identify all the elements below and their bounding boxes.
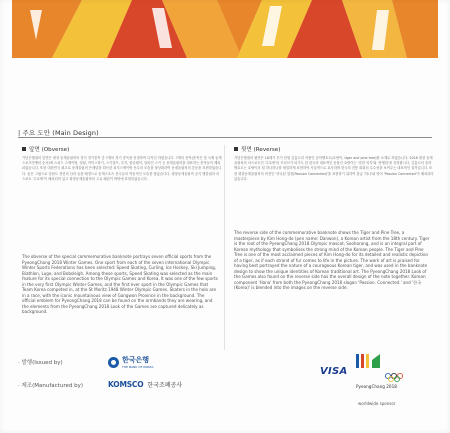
- komsco-logo: [108, 380, 182, 389]
- reverse-heading: [234, 145, 434, 153]
- obverse-heading: [22, 145, 222, 153]
- manufactured-by-row: [18, 380, 182, 389]
- bank-of-korea-name-en: THE BANK OF KOREA: [122, 365, 154, 369]
- reverse-korean-text: 기념은행권의 뒷면은 18세기 후기 단원 김홍도의 작품인 송하맹호도(호랑이, tiger and pine tree)를 소재로 하였습니다. 2018 평창 동계올림픽의 마스코트인 '수호랑'의 모티브가 되기도 한 한국의 대표적인 동물인 호랑이는 '강한 의지'와 '용맹함'을 상징합니다. 김홍도의 송하맹호도는 호랑이의 털 하나하나를 세밀하게 표현하여 사실적으로 묘사하며 한국의 전통 회화의 우수성을 보여주는 대표적인 걸작입니다. 또한 평창동계올림픽의 비전인 '하나된 열정(Passion Connected)'을 표현하기 위하여 한글 '하나'와 영어 'Passion Connected'가 배치되어 있습니다.: [234, 156, 434, 181]
- issued-by-row: [18, 355, 153, 369]
- square-bullet-icon: [234, 147, 238, 151]
- decorative-top-band: [12, 0, 438, 58]
- reverse-heading-text: 뒷면 (Reverse): [241, 147, 281, 153]
- komsco-name-ko: 한국조폐공사: [147, 382, 183, 389]
- issued-by-label: · 발행(Issued by): [18, 360, 63, 366]
- komsco-brand: KOMSCO: [108, 380, 144, 389]
- pattern-graphic: [12, 0, 438, 58]
- column-divider: [224, 145, 225, 350]
- manufactured-by-label: · 제조(Manufactured by): [18, 382, 83, 389]
- worldwide-sponsor-text: worldwide sponsor: [358, 401, 396, 406]
- obverse-korean-text: 기념은행권의 앞면은 평창 동계올림픽의 정식 경기종목 중 7개의 경기 종목을 선정하여 디자인 하였습니다. 7개의 종목(종목은 첫 국제 동계스포츠연맹의 순서)에 스피드 스케이팅, 컬링, 아이스하키, 스키점프, 루지, 봅슬레이, 알파인 스키 등 동계올림픽을 대표하는 종목들이 배치되었습니다. 또한 대한민국 최초로 동계올림픽 은메달을 획득한 피겨스케이팅 선수의 모습을 형상화하여 동계올림픽의 감동을 표현하였습니다. 숨은 그림으로 강원도 정선의 산과 들을 배경으로 동계스포츠 선수들의 역동적인 모습을 담았습니다. 평창동계올림픽 공식 엠블럼과 마스코트 '수호랑'이 배치되어 있고 평창동계올림픽의 고유 패턴이 바탕에 표현되었습니다.: [22, 156, 222, 181]
- obverse-english-text: The obverse of the special commemorative banknote portrays seven official sports from the PyeongChang 2018 Winter Games. One sport from each of the seven international Olympic Winter Sports Federations has been selected: Speed Skating, Curling, Ice Hockey, Ski Jumping, Biathlon, Luge, and Bobsleigh. Among these sports, Speed Skating was selected as the main feature for its special connection to the Olympic Games and Korea. It was one of the few sports in the very first Olympic Winter Games, and the first ever sport in the Olympic Games that Team Korea competed in, at the St Moritz 1948 Winter Olympic Games. Skaters in the holo are in a race, with the iconic mountainous view of Gangwon Province in the background. The official emblem for PyeongChang 2018 can be found on the armbands they are wearing, and the elements from the PyeongChang 2018 Look of the Games are captured delicately as background.: [22, 254, 218, 314]
- reverse-column: [234, 145, 434, 182]
- pyeongchang-olympic-emblem: [352, 352, 424, 398]
- bank-of-korea-name-ko: 한국은행: [122, 356, 150, 364]
- reverse-english-text: The reverse side of the commemorative banknote shows the Tiger and Pine Tree, a masterpiece by Kim Hong-do (pen name: Danwon), a Korean artist from the 18th century. Tiger is the root of the PyeongChang 2018 Olympic mascot, Soohorang, and is an integral part of Korean mythology that symbolises the strong mind of the Korean people. The Tiger and Pine Tree is one of the most acclaimed pieces of Kim Hong-do for its detailed and realistic depiction of a tiger, as if each strand of fur comes to life in the picture. The work of art is praised for having best portrayed the nature of a courageous Korean tiger, and was used in the banknote design to show the unique identities of Korean traditional art. The PyeongChang 2018 Look of the Games also found on the reverse side has the overall design of the note together. Korean component 'Hana' from both the PyeongChang 2018 slogan 'Passion. Connected.' and '한국(Korea)' is blended into the images on the reverse side.: [234, 230, 430, 290]
- visa-logo: VISA: [320, 366, 348, 377]
- obverse-heading-text: 앞면 (Obverse): [29, 147, 70, 153]
- section-divider: [18, 137, 432, 138]
- olympic-emblem-text: PyeongChang 2018: [356, 384, 397, 389]
- bank-of-korea-logo: [108, 355, 153, 369]
- square-bullet-icon: [22, 147, 26, 151]
- section-title: | 주요 도안 (Main Design): [18, 129, 99, 137]
- bank-of-korea-emblem-icon: [108, 357, 119, 368]
- obverse-column: [22, 145, 222, 182]
